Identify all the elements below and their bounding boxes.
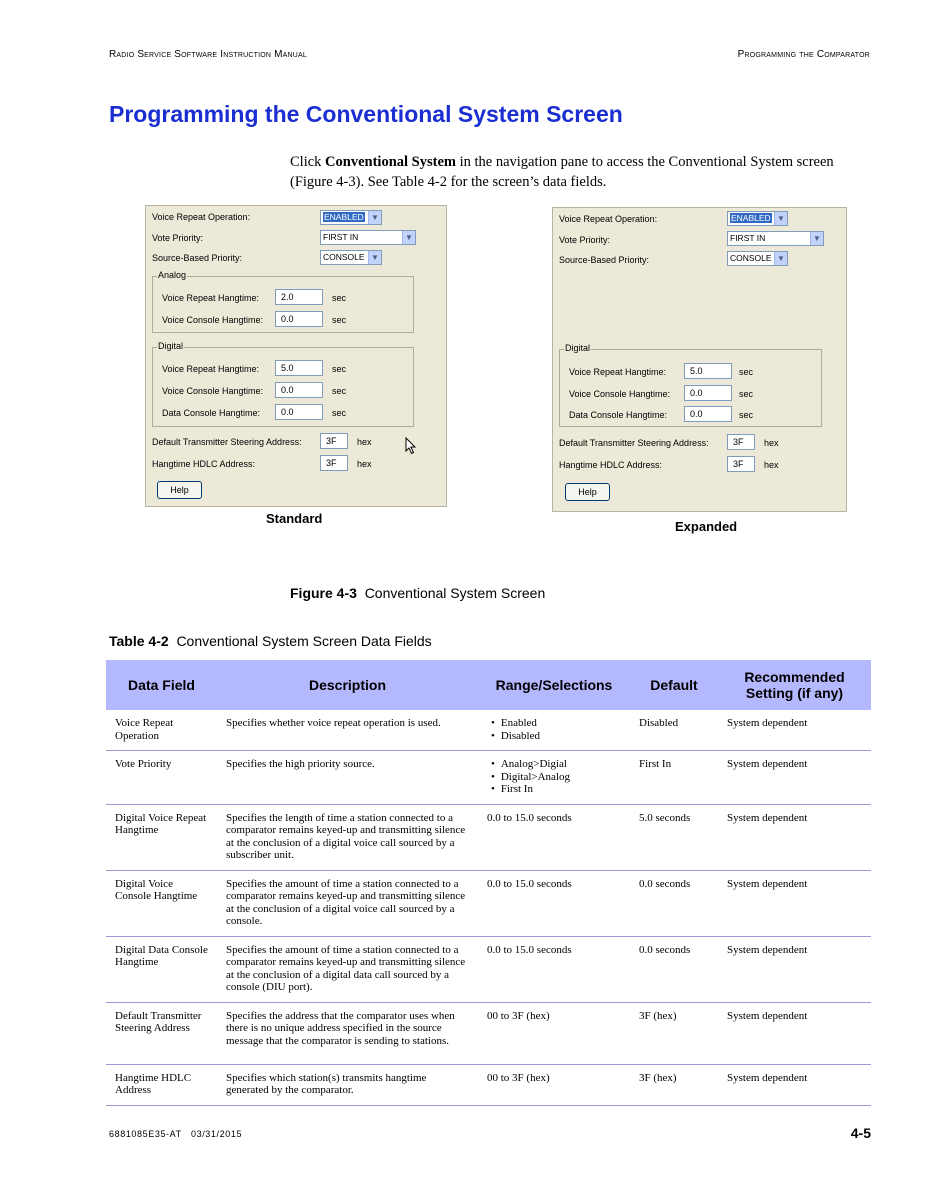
table-row [106,804,871,870]
unit-sec: sec [332,408,347,418]
digital-voice-repeat-hangtime-label: Voice Repeat Hangtime: [162,364,260,374]
range-option: • Analog>Digial [487,758,622,771]
cell-recommended: System dependent [718,804,871,870]
cell-range [478,751,630,805]
intro-before: Click [290,154,326,170]
range-option: • First In [487,783,622,796]
hangtime-hdlc-input[interactable]: 3F [727,456,755,472]
unit-sec: sec [332,293,347,303]
column-header: Default [630,660,718,710]
cell-range: 00 to 3F (hex) [478,1064,630,1105]
standard-caption: Standard [266,511,323,526]
cell-default: 0.0 seconds [630,870,718,936]
cell-default: 3F (hex) [630,1064,718,1105]
digital-data-console-hangtime-input[interactable]: 0.0 [275,404,323,420]
table-number: Table 4-2 [109,633,169,649]
digital-group-label: Digital [565,343,591,353]
range-option: • Enabled [487,717,622,730]
footer-date: 03/31/2015 [191,1129,243,1139]
cell-default: 5.0 seconds [630,804,718,870]
figure-title: Conventional System Screen [364,585,546,601]
figure-number: Figure 4-3 [290,585,357,601]
chevron-down-icon: ▼ [402,231,415,244]
hangtime-hdlc-label: Hangtime HDLC Address: [559,460,663,470]
vote-priority-label: Vote Priority: [152,233,204,243]
analog-voice-console-hangtime-label: Voice Console Hangtime: [162,315,264,325]
range-option: • Digital>Analog [487,771,622,784]
chevron-down-icon: ▼ [368,211,381,224]
unit-sec: sec [332,364,347,374]
cell-description: Specifies the address that the comparator uses when there is no unique address specified in the source message that the comparator is sending to stations. [217,1002,478,1064]
column-header: Description [217,660,478,710]
cell-default: 3F (hex) [630,1002,718,1064]
voice-repeat-operation-value: ENABLED [324,212,364,222]
vote-priority-label: Vote Priority: [559,235,611,245]
digital-data-console-hangtime-label: Data Console Hangtime: [569,410,668,420]
digital-data-console-hangtime-input[interactable]: 0.0 [684,406,732,422]
expanded-dialog [552,207,847,512]
unit-hex: hex [764,460,779,470]
cell-field: Hangtime HDLC Address [106,1064,217,1105]
analog-voice-repeat-hangtime-label: Voice Repeat Hangtime: [162,293,260,303]
digital-voice-console-hangtime-label: Voice Console Hangtime: [162,386,264,396]
cell-recommended: System dependent [718,1064,871,1105]
cell-description: Specifies the high priority source. [217,751,478,805]
digital-group-label: Digital [158,341,184,351]
analog-group [152,270,414,333]
digital-voice-repeat-hangtime-input[interactable]: 5.0 [684,363,732,379]
cell-field: Digital Data Console Hangtime [106,936,217,1002]
cell-field: Default Transmitter Steering Address [106,1002,217,1064]
source-based-priority-select[interactable] [320,250,382,265]
chevron-down-icon: ▼ [368,251,381,264]
running-header-right-text: Programming the Comparator [737,49,870,60]
unit-hex: hex [357,459,372,469]
cell-recommended: System dependent [718,710,871,751]
unit-sec: sec [739,389,754,399]
analog-voice-repeat-hangtime-input[interactable]: 2.0 [275,289,323,305]
intro-bold: Conventional System [325,154,456,170]
voice-repeat-operation-value: ENABLED [731,213,771,223]
cell-description: Specifies the length of time a station connected to a comparator remains keyed-up and transmitting silence at the conclusion of a digital voice call sourced by a subscriber unit. [217,804,478,870]
unit-hex: hex [357,437,372,447]
digital-voice-console-hangtime-input[interactable]: 0.0 [684,385,732,401]
section-title: Programming the Conventional System Screen [109,101,623,127]
help-button[interactable]: Help [565,483,610,501]
table-row [106,870,871,936]
cell-default: First In [630,751,718,805]
cell-description: Specifies the amount of time a station connected to a comparator remains keyed-up and transmitting silence at the conclusion of a digital voice call sourced by a console. [217,870,478,936]
cell-range: 00 to 3F (hex) [478,1002,630,1064]
cell-field: Digital Voice Repeat Hangtime [106,804,217,870]
vote-priority-value: FIRST IN [730,233,766,243]
expanded-caption: Expanded [675,519,738,534]
voice-repeat-operation-label: Voice Repeat Operation: [559,214,658,224]
cell-description: Specifies the amount of time a station connected to a comparator remains keyed-up and transmitting silence at the conclusion of a digital data call sourced by a console (DIU port). [217,936,478,1002]
table-row [106,710,871,751]
table-header-row [106,660,871,710]
cell-recommended: System dependent [718,1002,871,1064]
table-row [106,1064,871,1105]
cell-description: Specifies whether voice repeat operation is used. [217,710,478,751]
digital-voice-repeat-hangtime-label: Voice Repeat Hangtime: [569,367,667,377]
source-based-priority-value: CONSOLE [730,253,772,263]
voice-repeat-operation-label: Voice Repeat Operation: [152,212,251,222]
running-header-left-text: Radio Service Software Instruction Manual [109,49,307,60]
default-tx-steering-input[interactable]: 3F [320,433,348,449]
source-based-priority-select[interactable] [727,251,788,266]
default-tx-steering-label: Default Transmitter Steering Address: [559,438,709,448]
analog-group-label: Analog [158,270,187,280]
chevron-down-icon: ▼ [774,212,787,225]
page-number: 4-5 [850,1125,871,1141]
column-header: Range/Selections [478,660,630,710]
data-fields-table [106,660,871,1106]
digital-voice-console-hangtime-label: Voice Console Hangtime: [569,389,671,399]
voice-repeat-operation-select[interactable] [727,211,788,226]
column-header: Recommended Setting (if any) [718,660,871,710]
cell-field: Digital Voice Console Hangtime [106,870,217,936]
cell-field: Vote Priority [106,751,217,805]
cell-range: 0.0 to 15.0 seconds [478,870,630,936]
digital-voice-console-hangtime-input[interactable]: 0.0 [275,382,323,398]
cell-range [478,710,630,751]
vote-priority-select[interactable] [320,230,416,245]
cell-range: 0.0 to 15.0 seconds [478,936,630,1002]
analog-voice-console-hangtime-input[interactable]: 0.0 [275,311,323,327]
table-caption [109,633,432,649]
unit-hex: hex [764,438,779,448]
cell-recommended: System dependent [718,751,871,805]
unit-sec: sec [332,386,347,396]
table-row [106,1002,871,1064]
footer-doc-info [109,1129,242,1139]
running-header-right [738,49,870,60]
standard-dialog [145,205,447,507]
running-header-left [109,49,307,60]
cell-default: Disabled [630,710,718,751]
source-based-priority-value: CONSOLE [323,252,365,262]
default-tx-steering-label: Default Transmitter Steering Address: [152,437,302,447]
cell-recommended: System dependent [718,870,871,936]
digital-group [559,343,822,427]
table-row [106,751,871,805]
range-option: • Disabled [487,730,622,743]
footer-doc-id: 6881085E35-AT [109,1129,182,1139]
unit-sec: sec [739,367,754,377]
figure-caption [290,585,545,601]
intro-paragraph [290,152,870,192]
cell-description: Specifies which station(s) transmits hangtime generated by the comparator. [217,1064,478,1105]
digital-data-console-hangtime-label: Data Console Hangtime: [162,408,261,418]
cell-default: 0.0 seconds [630,936,718,1002]
voice-repeat-operation-select[interactable] [320,210,382,225]
hangtime-hdlc-input[interactable]: 3F [320,455,348,471]
digital-group [152,341,414,427]
table-title: Conventional System Screen Data Fields [176,633,432,649]
source-based-priority-label: Source-Based Priority: [559,255,650,265]
cell-field: Voice Repeat Operation [106,710,217,751]
unit-sec: sec [332,315,347,325]
cell-recommended: System dependent [718,936,871,1002]
chevron-down-icon: ▼ [810,232,823,245]
vote-priority-value: FIRST IN [323,232,359,242]
digital-voice-repeat-hangtime-input[interactable]: 5.0 [275,360,323,376]
help-button[interactable]: Help [157,481,202,499]
column-header: Data Field [106,660,217,710]
vote-priority-select[interactable] [727,231,824,246]
table-row [106,936,871,1002]
source-based-priority-label: Source-Based Priority: [152,253,243,263]
mouse-cursor-icon [405,437,417,455]
unit-sec: sec [739,410,754,420]
chevron-down-icon: ▼ [774,252,787,265]
default-tx-steering-input[interactable]: 3F [727,434,755,450]
cell-range: 0.0 to 15.0 seconds [478,804,630,870]
intro-after: in the navigation pane to access the Conventional System screen (Figure 4-3). See Table 4-2 for the screen’s data fields. [290,154,834,190]
hangtime-hdlc-label: Hangtime HDLC Address: [152,459,256,469]
